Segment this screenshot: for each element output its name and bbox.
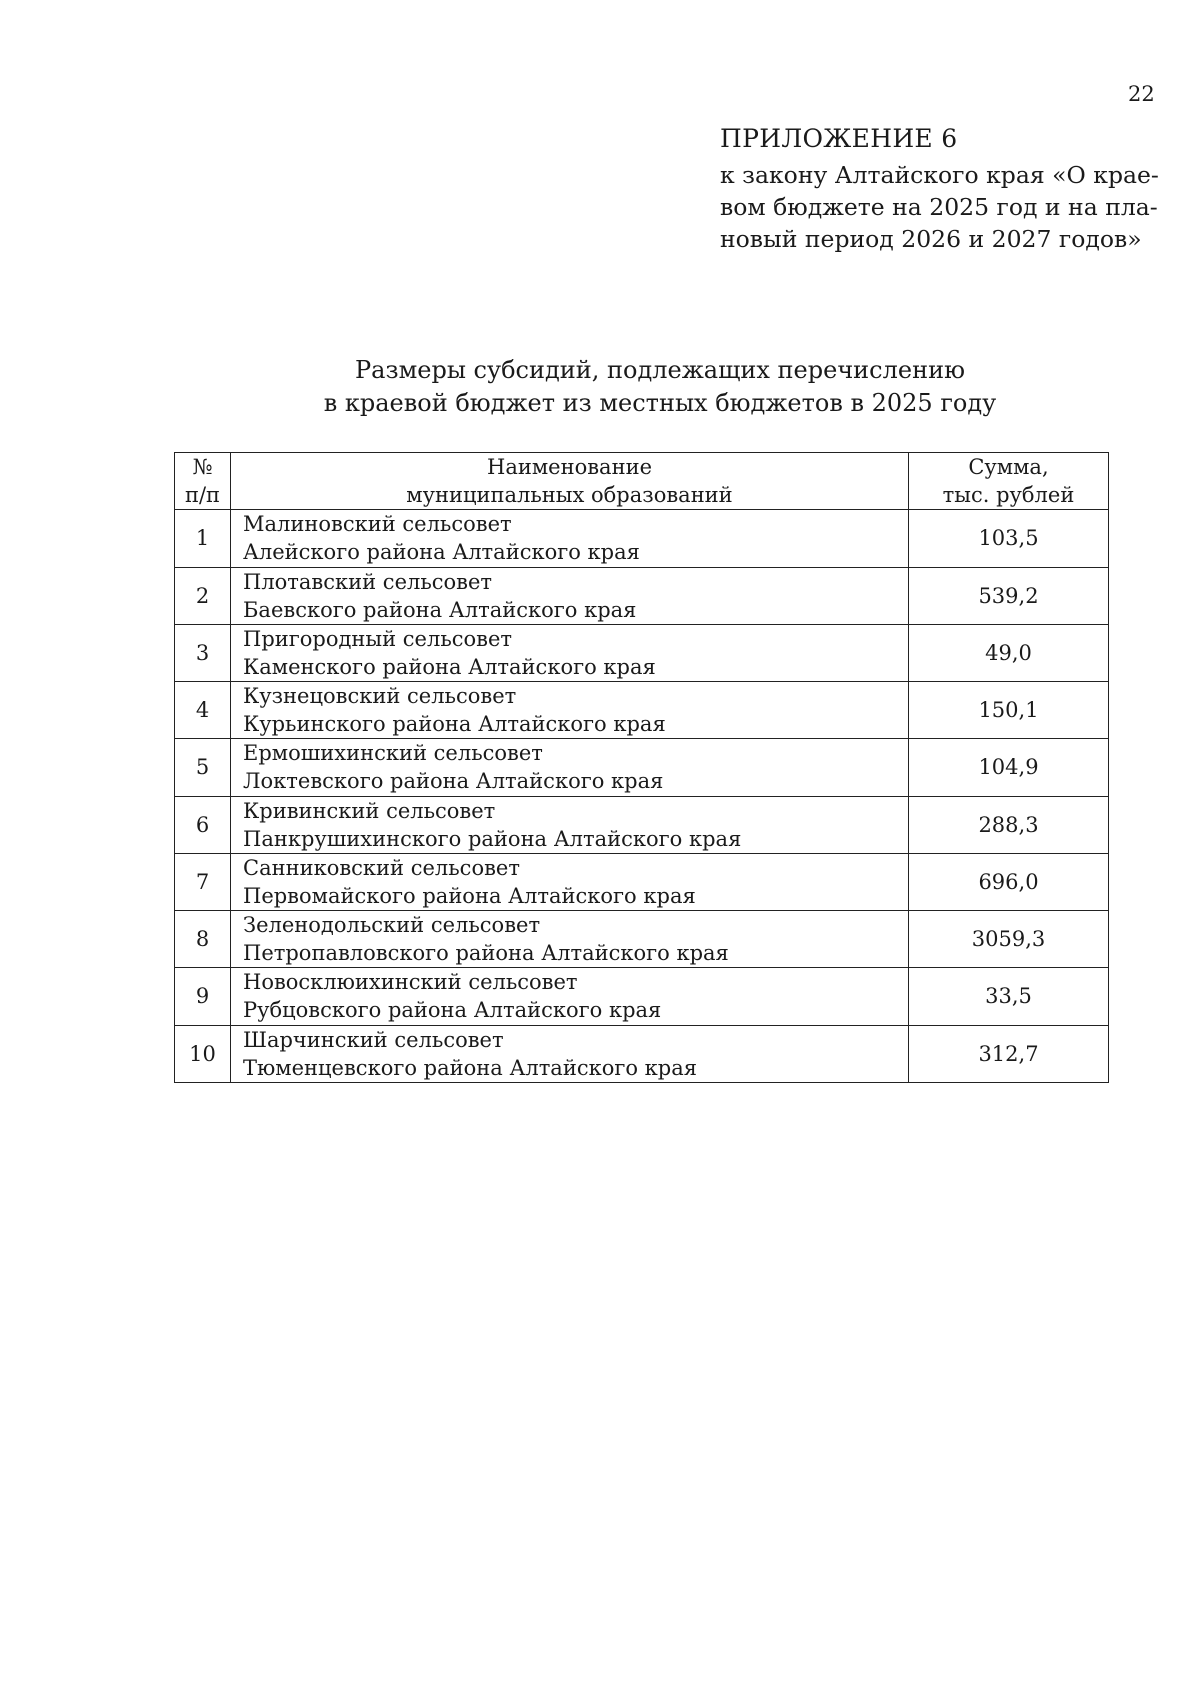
subsidy-amount: 104,9 [909, 739, 1109, 796]
header-sum-line: тыс. рублей [942, 483, 1075, 508]
row-number: 1 [175, 510, 231, 567]
table-row [175, 682, 1109, 739]
table-row [175, 911, 1109, 968]
table-row [175, 796, 1109, 853]
table-row [175, 1025, 1109, 1082]
subsidy-amount: 3059,3 [909, 911, 1109, 968]
row-number: 4 [175, 682, 231, 739]
row-number: 3 [175, 624, 231, 681]
appendix-title: ПРИЛОЖЕНИЕ 6 [720, 124, 958, 153]
district-name-line: Тюменцевского района Алтайского края [243, 1055, 698, 1080]
row-number: 10 [175, 1025, 231, 1082]
document-title [0, 354, 1200, 419]
municipality-name [231, 739, 909, 796]
municipality-name-line: Пригородный сельсовет [243, 626, 513, 651]
subsidy-amount: 150,1 [909, 682, 1109, 739]
header-number-line: № [192, 455, 213, 479]
municipality-name-line: Ермошихинский сельсовет [243, 741, 543, 766]
subsidy-amount: 49,0 [909, 624, 1109, 681]
table-row [175, 510, 1109, 567]
document-title-line: Размеры субсидий, подлежащих перечислению [355, 356, 965, 384]
table-row [175, 968, 1109, 1025]
row-number: 6 [175, 796, 231, 853]
municipality-name [231, 567, 909, 624]
municipality-name-line: Кузнецовский сельсовет [243, 684, 517, 708]
municipality-name [231, 968, 909, 1025]
municipality-name [231, 624, 909, 681]
row-number: 5 [175, 739, 231, 796]
district-name-line: Рубцовского района Алтайского края [243, 998, 662, 1023]
subsidy-amount: 33,5 [909, 968, 1109, 1025]
district-name-line: Петропавловского района Алтайского края [243, 941, 729, 966]
municipality-name [231, 510, 909, 567]
table-body [175, 510, 1109, 1083]
municipality-name [231, 1025, 909, 1082]
appendix-line: новый период 2026 и 2027 годов» [720, 225, 1142, 254]
document-title-line: в краевой бюджет из местных бюджетов в 2025 году [323, 388, 997, 417]
header-sum [909, 453, 1109, 510]
table-row [175, 624, 1109, 681]
header-number [175, 453, 231, 510]
municipality-name-line: Шарчинский сельсовет [243, 1027, 504, 1052]
district-name-line: Баевского района Алтайского края [243, 597, 637, 622]
appendix-line: вом бюджете на 2025 год и на пла- [720, 192, 1158, 221]
subsidy-amount: 696,0 [909, 853, 1109, 910]
subsidy-amount: 312,7 [909, 1025, 1109, 1082]
header-name [231, 453, 909, 510]
subsidy-amount: 288,3 [909, 796, 1109, 853]
municipality-name-line: Санниковский сельсовет [243, 855, 520, 880]
row-number: 7 [175, 853, 231, 910]
district-name-line: Первомайского района Алтайского края [243, 883, 696, 908]
header-number-line: п/п [184, 483, 221, 508]
district-name-line: Локтевского района Алтайского края [243, 769, 664, 794]
municipality-name-line: Кривинский сельсовет [243, 798, 496, 823]
district-name-line: Каменского района Алтайского края [243, 654, 656, 679]
municipality-name-line: Плотавский сельсовет [243, 569, 493, 594]
appendix-block [720, 122, 1160, 256]
municipality-name [231, 796, 909, 853]
district-name-line: Панкрушихинского района Алтайского края [243, 826, 742, 851]
district-name-line: Алейского района Алтайского края [243, 540, 640, 565]
row-number: 8 [175, 911, 231, 968]
table-header-row [175, 453, 1109, 510]
page-number: 22 [1128, 82, 1155, 106]
table-row [175, 567, 1109, 624]
row-number: 2 [175, 567, 231, 624]
subsidy-amount: 539,2 [909, 567, 1109, 624]
municipality-name [231, 682, 909, 739]
subsidy-amount: 103,5 [909, 510, 1109, 567]
header-name-line: Наименование [487, 455, 652, 479]
row-number: 9 [175, 968, 231, 1025]
table-row [175, 739, 1109, 796]
subsidy-table [174, 452, 1109, 1083]
district-name-line: Курьинского района Алтайского края [243, 712, 666, 737]
appendix-line: к закону Алтайского края «О крае- [720, 160, 1159, 189]
municipality-name [231, 911, 909, 968]
header-name-line: муниципальных образований [406, 483, 733, 508]
header-sum-line: Сумма, [968, 455, 1049, 479]
municipality-name-line: Новосклюихинский сельсовет [243, 970, 578, 995]
table-row [175, 853, 1109, 910]
municipality-name-line: Зеленодольский сельсовет [243, 913, 541, 937]
municipality-name-line: Малиновский сельсовет [243, 512, 512, 537]
municipality-name [231, 853, 909, 910]
